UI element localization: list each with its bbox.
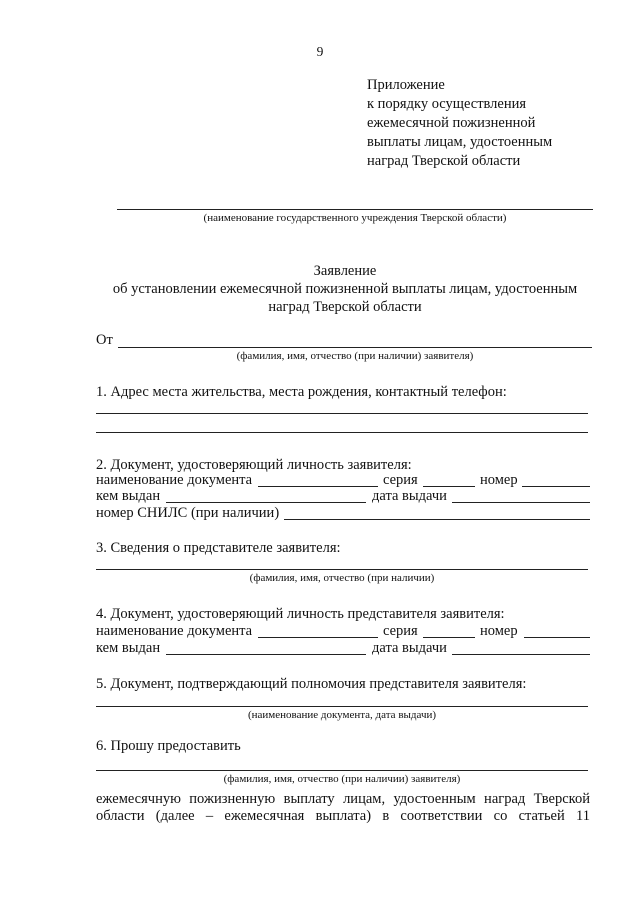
applicant-name-field[interactable] [118,347,592,348]
rep-number-label: номер [480,623,518,639]
address-field-line1[interactable] [96,413,588,414]
section2-heading: 2. Документ, удостоверяющий личность заявителя: [96,457,412,473]
rep-issue-date-field[interactable] [452,654,590,655]
from-label: От [96,332,113,348]
page-number: 9 [316,44,324,59]
institution-caption: (наименование государственного учреждения Тверской области) [203,212,507,224]
number-label: номер [480,472,518,488]
rep-issue-date-label: дата выдачи [372,640,447,656]
institution-field[interactable] [117,209,593,210]
body-text-line: области (далее – ежемесячная выплата) в соответствии со статьей 11 [96,808,590,824]
rep-series-label: серия [383,623,418,639]
authority-document-field[interactable] [96,706,588,707]
authority-document-caption: (наименование документа, дата выдачи) [247,709,437,721]
issued-by-label: кем выдан [96,488,161,504]
snils-field[interactable] [284,519,590,520]
series-label: серия [383,472,418,488]
rep-doc-name-label: наименование документа [96,623,253,639]
appendix-block [367,76,552,171]
document-subtitle-2: наград Тверской области [268,299,422,315]
body-text-line: ежемесячную пожизненную выплату лицам, удостоенным наград Тверской [96,791,590,807]
rep-doc-name-field[interactable] [258,637,378,638]
rep-issued-by-field[interactable] [166,654,366,655]
section4-heading: 4. Документ, удостоверяющий личность представителя заявителя: [96,606,505,622]
representative-name-caption: (фамилия, имя, отчество (при наличии) [249,572,435,584]
section6-heading: 6. Прошу предоставить [96,738,241,754]
appendix-line: ежемесячной пожизненной [367,115,536,131]
applicant-name-caption: (фамилия, имя, отчество (при наличии) заявителя) [236,350,474,362]
doc-name-label: наименование документа [96,472,253,488]
rep-series-field[interactable] [423,637,475,638]
appendix-line: выплаты лицам, удостоенным [367,134,553,150]
rep-issued-by-label: кем выдан [96,640,161,656]
section5-heading: 5. Документ, подтверждающий полномочия представителя заявителя: [96,676,527,692]
appendix-line: Приложение [367,77,445,93]
number-field[interactable] [522,486,590,487]
issue-date-label: дата выдачи [372,488,447,504]
section6-name-field[interactable] [96,770,588,771]
section1-heading: 1. Адрес места жительства, места рождения, контактный телефон: [96,384,507,400]
series-field[interactable] [423,486,475,487]
issue-date-field[interactable] [452,502,590,503]
snils-label: номер СНИЛС (при наличии) [96,505,280,521]
representative-name-field[interactable] [96,569,588,570]
rep-number-field[interactable] [524,637,590,638]
address-field-line2[interactable] [96,432,588,433]
document-title: Заявление [313,263,377,279]
section6-name-caption: (фамилия, имя, отчество (при наличии) заявителя) [223,773,461,785]
appendix-line: наград Тверской области [367,153,521,169]
issued-by-field[interactable] [166,502,366,503]
doc-name-field[interactable] [258,486,378,487]
section3-heading: 3. Сведения о представителе заявителя: [96,540,341,556]
appendix-line: к порядку осуществления [367,96,527,112]
document-subtitle: об установлении ежемесячной пожизненной выплаты лицам, удостоенным [112,281,578,297]
